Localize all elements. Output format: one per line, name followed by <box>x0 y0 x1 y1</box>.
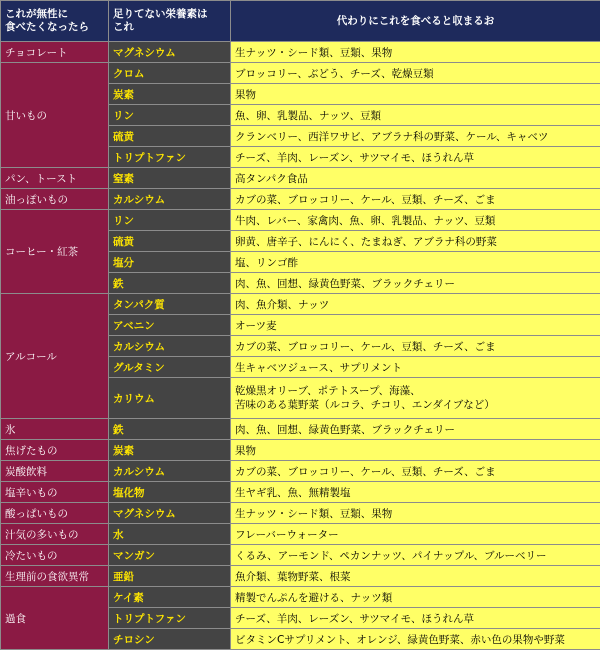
nutrient-cell: リン <box>109 105 231 126</box>
foods-cell: 魚介類、葉物野菜、根菜 <box>231 566 600 587</box>
table-body <box>1 42 600 650</box>
nutrient-cell: タンパク質 <box>109 294 231 315</box>
nutrient-cell: グルタミン <box>109 357 231 378</box>
foods-cell: 生ヤギ乳、魚、無精製塩 <box>231 482 600 503</box>
nutrient-cell: カルシウム <box>109 336 231 357</box>
table-row <box>1 524 600 545</box>
craving-cell: コーヒー・紅茶 <box>1 210 109 294</box>
nutrient-cell: トリプトファン <box>109 147 231 168</box>
table-row <box>1 42 600 63</box>
craving-cell: 冷たいもの <box>1 545 109 566</box>
foods-cell: ブロッコリー、ぶどう、チーズ、乾燥豆類 <box>231 63 600 84</box>
craving-cell: パン、トースト <box>1 168 109 189</box>
table-row <box>1 63 600 84</box>
craving-cell: 過食 <box>1 587 109 650</box>
table-row <box>1 461 600 482</box>
table-row <box>1 587 600 608</box>
header-craving <box>1 1 109 42</box>
foods-cell: カブの菜、ブロッコリー、ケール、豆類、チーズ、ごま <box>231 189 600 210</box>
foods-cell: オーツ麦 <box>231 315 600 336</box>
table-row <box>1 168 600 189</box>
nutrient-cell: 炭素 <box>109 84 231 105</box>
nutrient-cell: 炭素 <box>109 440 231 461</box>
craving-cell: 汁気の多いもの <box>1 524 109 545</box>
craving-cell: 甘いもの <box>1 63 109 168</box>
table-row <box>1 189 600 210</box>
craving-cell: 塩辛いもの <box>1 482 109 503</box>
foods-cell <box>231 378 600 419</box>
table-row <box>1 294 600 315</box>
table-row <box>1 440 600 461</box>
foods-cell: 生キャベツジュース、サプリメント <box>231 357 600 378</box>
craving-cell: アルコール <box>1 294 109 419</box>
table-row <box>1 566 600 587</box>
table-row <box>1 419 600 440</box>
nutrient-cell: クロム <box>109 63 231 84</box>
header-craving-line2: 食べたくなったら <box>5 21 104 34</box>
craving-cell: 炭酸飲料 <box>1 461 109 482</box>
header-foods: 代わりにこれを食べると収まるお <box>231 1 600 42</box>
header-nutrient-line1: 足りてない栄養素は <box>113 8 226 21</box>
header-nutrient <box>109 1 231 42</box>
foods-cell: 果物 <box>231 84 600 105</box>
nutrient-cell: ケイ素 <box>109 587 231 608</box>
nutrient-cell: マグネシウム <box>109 42 231 63</box>
foods-cell: 生ナッツ・シード類、豆類、果物 <box>231 503 600 524</box>
foods-cell: 高タンパク食品 <box>231 168 600 189</box>
nutrient-cell: 塩分 <box>109 252 231 273</box>
nutrient-cell: カルシウム <box>109 461 231 482</box>
foods-cell: 魚、卵、乳製品、ナッツ、豆類 <box>231 105 600 126</box>
craving-cell: 焦げたもの <box>1 440 109 461</box>
foods-cell: 卵黄、唐辛子、にんにく、たまねぎ、アブラナ科の野菜 <box>231 231 600 252</box>
craving-cell: 生理前の食欲異常 <box>1 566 109 587</box>
foods-cell: 果物 <box>231 440 600 461</box>
foods-cell: フレーバーウォーター <box>231 524 600 545</box>
foods-cell: カブの菜、ブロッコリー、ケール、豆類、チーズ、ごま <box>231 461 600 482</box>
foods-cell: 精製でんぷんを避ける、ナッツ類 <box>231 587 600 608</box>
foods-cell: ビタミンCサプリメント、オレンジ、緑黄色野菜、赤い色の果物や野菜 <box>231 629 600 650</box>
table-row <box>1 210 600 231</box>
header-craving-line1: これが無性に <box>5 8 104 21</box>
nutrient-cell: アベニン <box>109 315 231 336</box>
foods-cell: 肉、魚介類、ナッツ <box>231 294 600 315</box>
nutrient-cell: 鉄 <box>109 273 231 294</box>
foods-cell: 肉、魚、回想、緑黄色野菜、ブラックチェリー <box>231 273 600 294</box>
table-row <box>1 545 600 566</box>
nutrient-cell: カルシウム <box>109 189 231 210</box>
foods-cell: 牛肉、レバー、家禽肉、魚、卵、乳製品、ナッツ、豆類 <box>231 210 600 231</box>
craving-cell: 酸っぱいもの <box>1 503 109 524</box>
nutrient-cell: マンガン <box>109 545 231 566</box>
nutrient-cell: カリウム <box>109 378 231 419</box>
foods-cell: 肉、魚、回想、緑黄色野菜、ブラックチェリー <box>231 419 600 440</box>
foods-cell: チーズ、羊肉、レーズン、サツマイモ、ほうれん草 <box>231 608 600 629</box>
nutrient-cell: リン <box>109 210 231 231</box>
foods-cell: くるみ、アーモンド、ペカンナッツ、パイナップル、ブルーベリー <box>231 545 600 566</box>
craving-cell: 氷 <box>1 419 109 440</box>
nutrient-cell: 鉄 <box>109 419 231 440</box>
nutrient-cell: 窒素 <box>109 168 231 189</box>
nutrient-cell: 硫黄 <box>109 126 231 147</box>
foods-cell: チーズ、羊肉、レーズン、サツマイモ、ほうれん草 <box>231 147 600 168</box>
nutrient-cell: 塩化物 <box>109 482 231 503</box>
foods-line1: 乾燥黒オリーブ、ポテトスープ、海藻、 <box>235 384 596 398</box>
nutrient-cell: トリプトファン <box>109 608 231 629</box>
foods-cell: カブの菜、ブロッコリー、ケール、豆類、チーズ、ごま <box>231 336 600 357</box>
nutrient-cell: 亜鉛 <box>109 566 231 587</box>
craving-cell: チョコレート <box>1 42 109 63</box>
craving-cell: 油っぽいもの <box>1 189 109 210</box>
table-row <box>1 482 600 503</box>
foods-cell: クランベリー、西洋ワサビ、アブラナ科の野菜、ケール、キャベツ <box>231 126 600 147</box>
nutrient-cell: マグネシウム <box>109 503 231 524</box>
foods-cell: 生ナッツ・シード類、豆類、果物 <box>231 42 600 63</box>
header-nutrient-line2: これ <box>113 21 226 34</box>
nutrient-cell: 水 <box>109 524 231 545</box>
foods-cell: 塩、リンゴ酢 <box>231 252 600 273</box>
nutrient-cell: 硫黄 <box>109 231 231 252</box>
table-row <box>1 503 600 524</box>
nutrient-cell: チロシン <box>109 629 231 650</box>
table-header <box>1 1 600 42</box>
foods-line2: 苦味のある葉野菜（ルコラ、チコリ、エンダイブなど） <box>235 398 596 412</box>
